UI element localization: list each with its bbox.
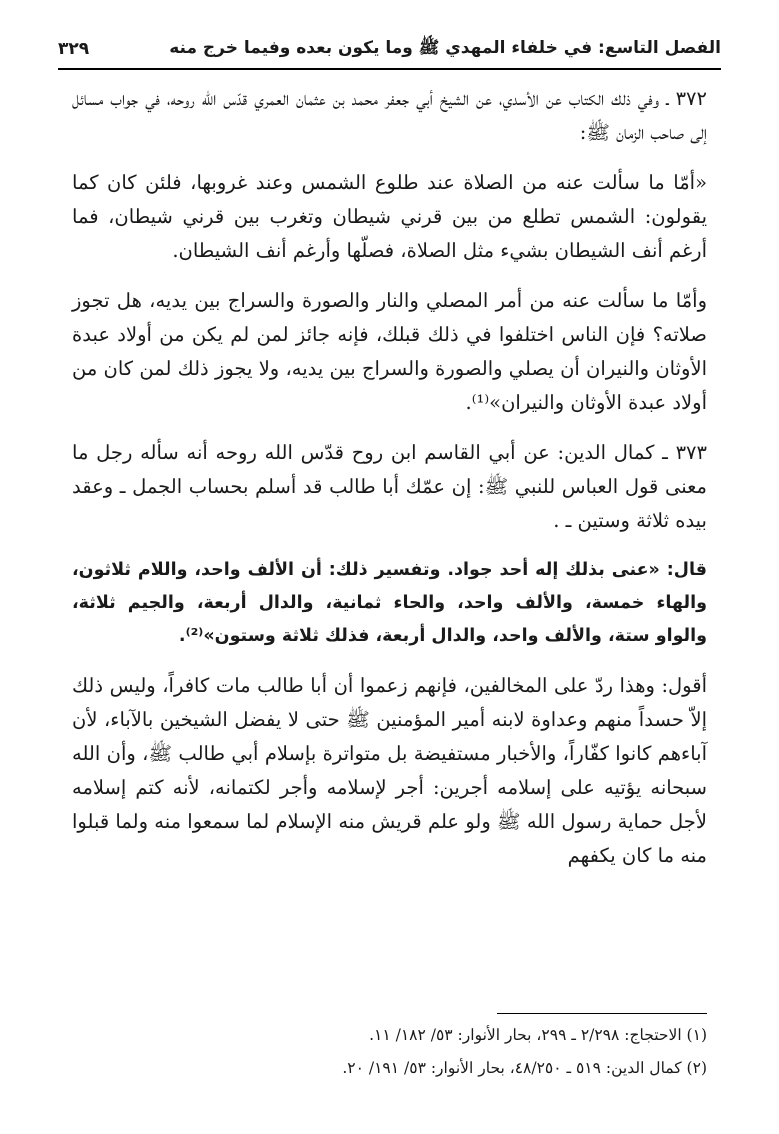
footnote-2: (٢) كمال الدين: ٥١٩ ـ ٤٨/٢٥٠، بحار الأنوار: ٥٣/ ١٩١/ ٢٠. [342,1059,707,1077]
footnotes [72,1022,707,1088]
paragraph-comment: أقول: وهذا ردّ على المخالفين، فإنهم زعموا أن أبا طالب مات كافراً، وليس ذلك إلاّ حسداً منهم وعداوة لابنه أمير المؤمنين ﷺ حتى لا يفضل الشيخين بالآباء، لأن آباءهم كانوا كفّاراً، والأخبار مستفيضة بل متواترة بإسلام أبي طالب ﷺ، وأن الله سبحانه يؤتيه على إسلامه أجرين: أجر لإسلامه وأجر لكتمانه، لأنه كتم إسلامه لأجل حماية رسول الله ﷺ ولو علم قريش منه الإسلام لما سمعوا منه ولما قبلوا منه ما كان يكفهم [72,674,707,867]
paragraph-373: ٣٧٣ ـ كمال الدين: عن أبي القاسم ابن روح قدّس الله روحه أنه سأله رجل ما معنى قول العباس للنبي ﷺ: إن عمّك أبا طالب قد أسلم بحساب الجمل ـ وعقد بيده ثلاثة وستين ـ . [72,441,707,532]
footnote-divider [497,1013,707,1014]
chapter-title: الفصل التاسع: في خلفاء المهدي ﷺ وما يكون بعده وفيما خرج منه [169,37,721,58]
running-header [58,32,721,66]
paragraph-372: ٣٧٢ ـ وفي ذلك الكتاب عن الأسدي، عن الشيخ أبي جعفر محمد بن عثمان العمري قدّس الله روحه، في جواب مسائل إلى صاحب الزمان ﷺ: [72,87,707,144]
main-text [72,82,707,889]
paragraph-quote-prayer: «أمّا ما سألت عنه من الصلاة عند طلوع الشمس وعند غروبها، فلئن كان كما يقولون: الشمس تطلع من بين قرني شيطان وتغرب بين قرني شيطان، فما أرغم أنف الشيطان بشيء مثل الصلاة، فصلّها وأرغم أنف الشيطان. [72,171,707,262]
footnote-1: (١) الاحتجاج: ٢/٢٩٨ ـ ٢٩٩، بحار الأنوار: ٥٣/ ١٨٢/ ١١. [369,1026,707,1044]
paragraph-quote-fire: وأمّا ما سألت عنه من أمر المصلي والنار والصورة والسراج بين يديه، هل تجوز صلاته؟ فإن الناس اختلفوا في ذلك قبلك، فإنه جائز لمن لم يكن من أولاد عبدة الأوثان والنيران أن يصلي والصورة والسراج بين يديه، ولا يجوز ذلك لمن كان من أولاد عبدة الأوثان والنيران»⁽¹⁾. [72,289,707,414]
header-divider [58,68,721,70]
page-number: ٣٢٩ [58,39,90,59]
paragraph-abjad: قال: «عنى بذلك إله أحد جواد. وتفسير ذلك: أن الألف واحد، واللام ثلاثون، والهاء خمسة، والألف واحد، والحاء ثمانية، والدال أربعة، والجيم ثلاثة، والواو ستة، والألف واحد، والدال أربعة، فذلك ثلاثة وستون»⁽²⁾. [72,560,707,646]
